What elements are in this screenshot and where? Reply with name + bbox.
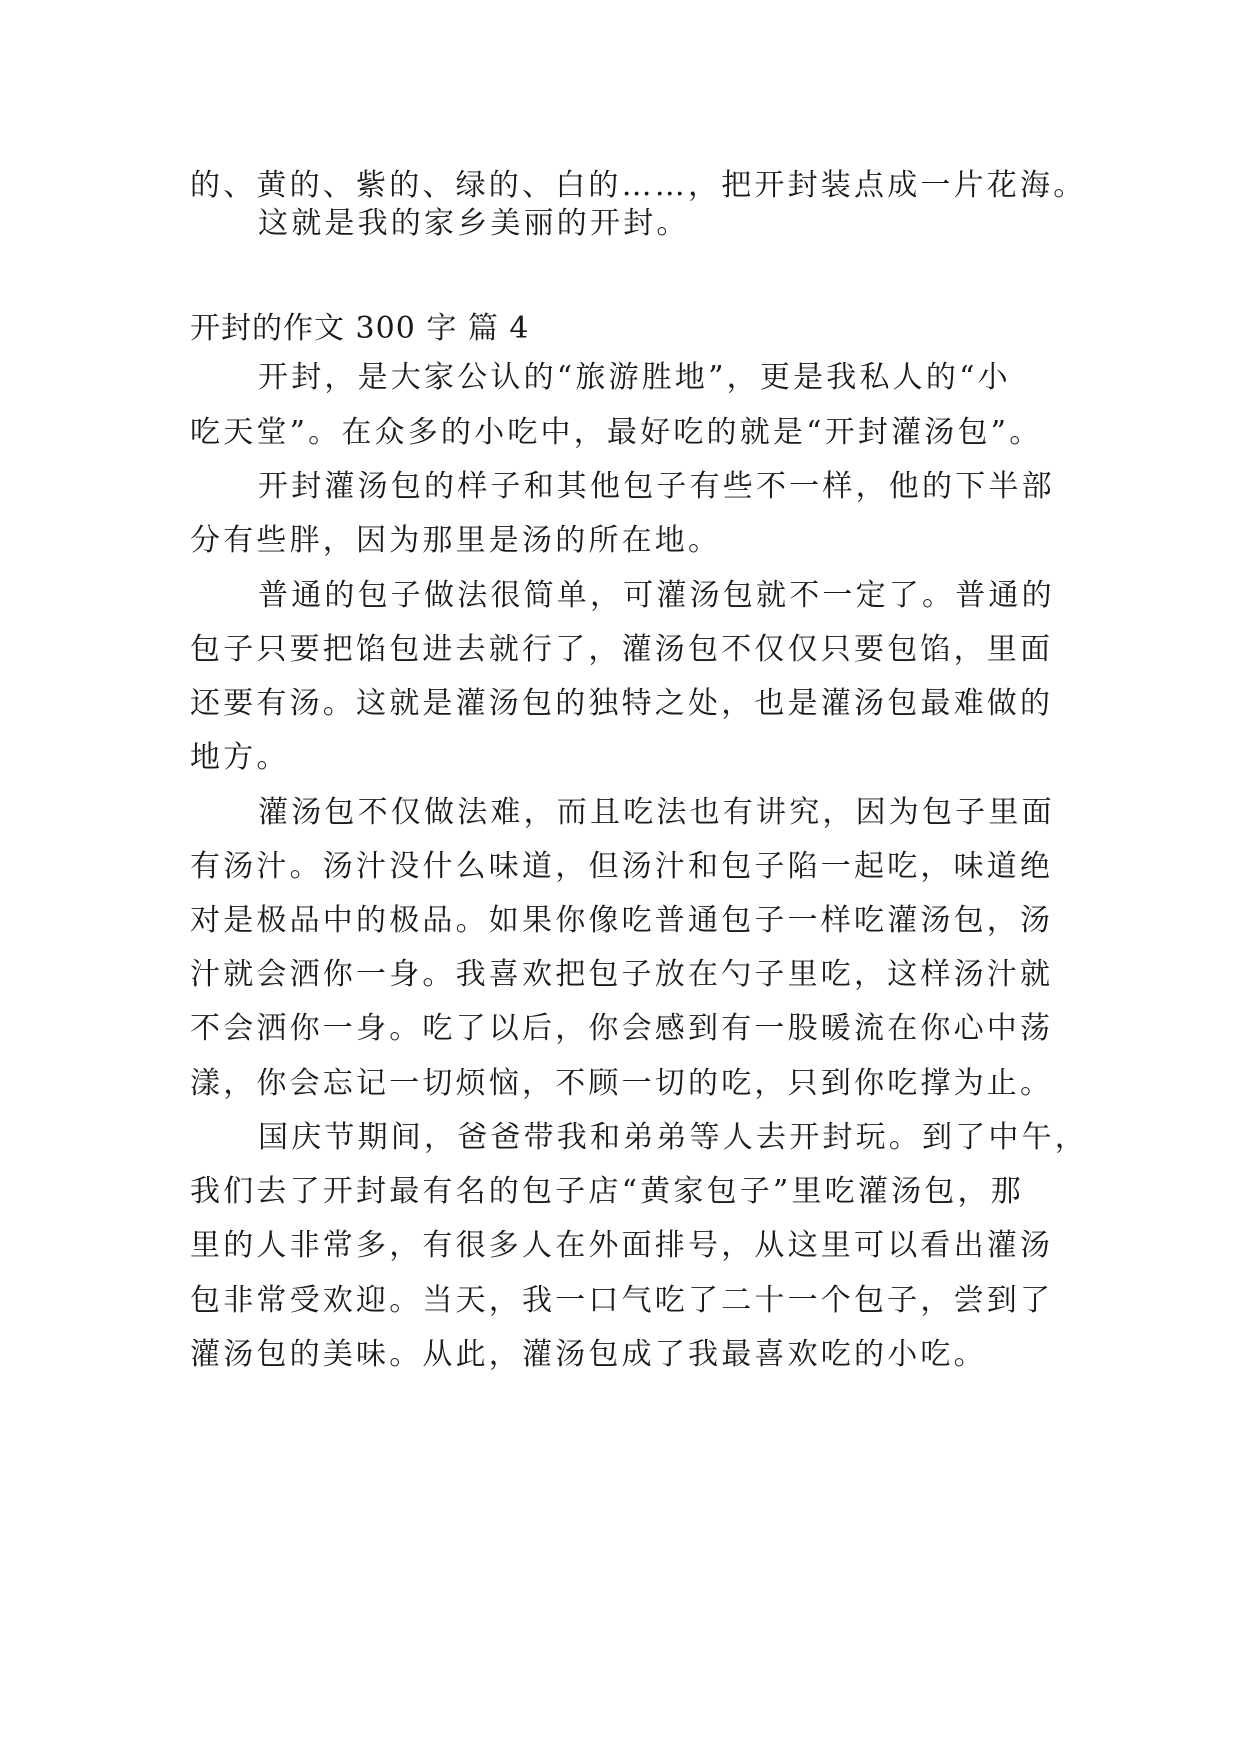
text-line: 国庆节期间，爸爸带我和弟弟等人去开封玩。到了中午，: [258, 1120, 1088, 1155]
text-line: 我们去了开封最有名的包子店“黄家包子”里吃灌汤包，那: [190, 1174, 1024, 1209]
text-line: 吃天堂”。在众多的小吃中，最好吃的就是“开封灌汤包”。: [190, 415, 1043, 450]
text-line: 还要有汤。这就是灌汤包的独特之处，也是灌汤包最难做的: [190, 686, 1054, 721]
text-line: 对是极品中的极品。如果你像吃普通包子一样吃灌汤包，汤: [190, 903, 1054, 938]
text-line: 灌汤包不仅做法难，而且吃法也有讲究，因为包子里面: [258, 795, 1055, 830]
text-line: 里的人非常多，有很多人在外面排号，从这里可以看出灌汤: [190, 1228, 1054, 1263]
text-line: 开封灌汤包的样子和其他包子有些不一样，他的下半部: [258, 469, 1055, 504]
text-line: 包非常受欢迎。当天，我一口气吃了二十一个包子，尝到了: [190, 1283, 1054, 1318]
text-line: 汁就会洒你一身。我喜欢把包子放在勺子里吃，这样汤汁就: [190, 957, 1054, 992]
text-line: 灌汤包的美味。从此，灌汤包成了我最喜欢吃的小吃。: [190, 1337, 987, 1372]
text-line: 分有些胖，因为那里是汤的所在地。: [190, 523, 722, 558]
text-line: 的、黄的、紫的、绿的、白的……，把开封装点成一片花海。: [190, 168, 1087, 203]
text-line: 普通的包子做法很简单，可灌汤包就不一定了。普通的: [258, 578, 1055, 613]
text-line: 地方。: [190, 740, 290, 775]
text-line: 有汤汁。汤汁没什么味道，但汤汁和包子陷一起吃，味道绝: [190, 849, 1054, 884]
text-line: 包子只要把馅包进去就行了，灌汤包不仅仅只要包馅，里面: [190, 632, 1054, 667]
text-line: 这就是我的家乡美丽的开封。: [258, 206, 690, 241]
text-line: 不会洒你一身。吃了以后，你会感到有一股暖流在你心中荡: [190, 1011, 1054, 1046]
text-line: 开封，是大家公认的“旅游胜地”，更是我私人的“小: [258, 360, 1011, 395]
text-line: 漾，你会忘记一切烦恼，不顾一切的吃，只到你吃撑为止。: [190, 1066, 1054, 1101]
section-heading: 开封的作文 300 字 篇 4: [190, 311, 530, 346]
